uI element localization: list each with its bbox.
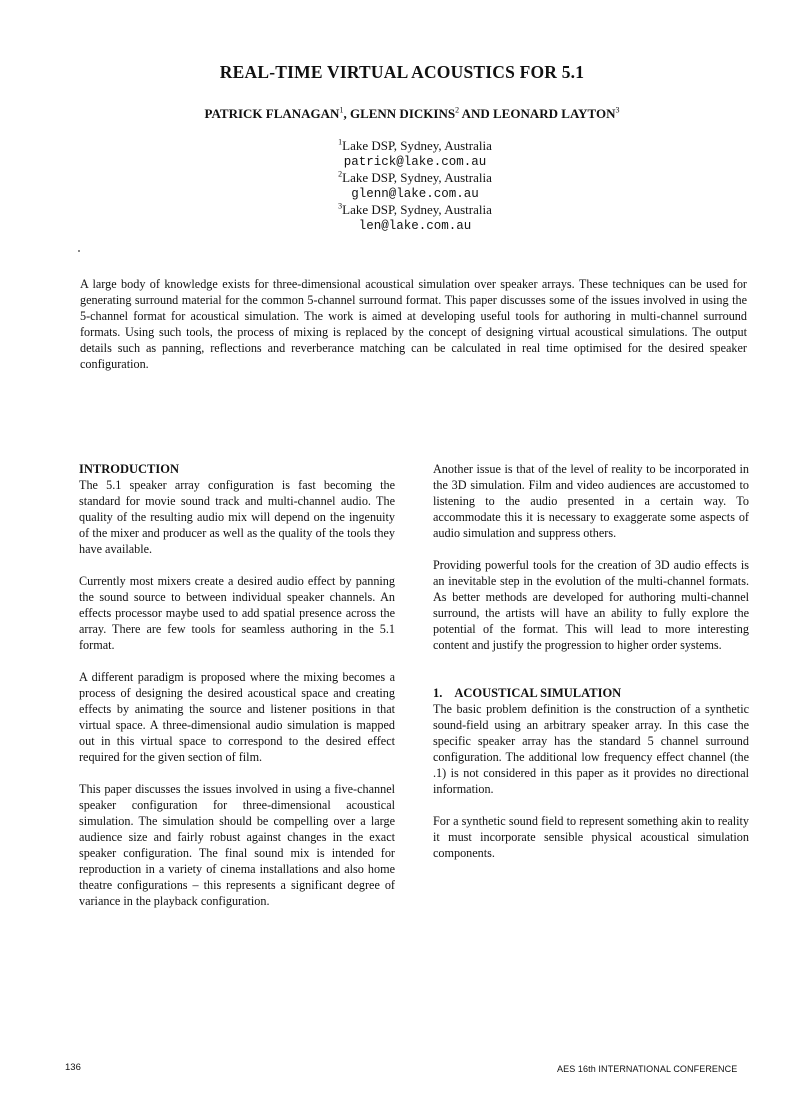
author-name: LEONARD LAYTON bbox=[493, 106, 616, 121]
paper-title: REAL-TIME VIRTUAL ACOUSTICS FOR 5.1 bbox=[219, 62, 585, 82]
abstract-text: A large body of knowledge exists for three-dimensional acoustical simulation over speaker arrays. These techniques can be used for generating surround material for the common 5-channel surround format. This paper discusses some of the issues involved in using the 5-channel format for acoustical simulation. The work is aimed at developing useful tools for authoring in multi-channel surround formats. Using such tools, the process of mixing is replaced by the concept of designing virtual acoustical simulations. The output details such as panning, reflections and reverberance matching can be calculated in real time optimised for the desired speaker configuration. bbox=[80, 277, 747, 371]
body-paragraph: Currently most mixers create a desired audio effect by panning the sound source to between individual speaker channels. An effects processor maybe used to add spatial presence across the array. There are few tools for seamless authoring in the 5.1 format. bbox=[79, 574, 395, 652]
body-paragraph: For a synthetic sound field to represent something akin to reality it must incorporate sensible physical acoustical simulation components. bbox=[433, 814, 749, 860]
author-name: GLENN DICKINS bbox=[349, 106, 456, 121]
body-paragraph: A different paradigm is proposed where the mixing becomes a process of designing the desired acoustical space and creating effects by animating the source and listener positions in that virtual space. A three-dimensional audio simulation is mapped out in this virtual space to correspond to the desired effect required for the given section of film. bbox=[79, 670, 395, 764]
affiliation-org: Lake DSP, Sydney, Australia bbox=[342, 202, 492, 217]
affiliation-line bbox=[0, 202, 804, 218]
author-list bbox=[0, 106, 804, 122]
affiliation-line bbox=[0, 170, 804, 186]
affiliation-superscript: 2 bbox=[338, 169, 343, 179]
author-superscript: 1 bbox=[339, 105, 344, 115]
left-column bbox=[79, 461, 395, 925]
author-email: patrick@lake.com.au bbox=[343, 155, 487, 169]
author-name: PATRICK FLANAGAN bbox=[204, 106, 340, 121]
body-paragraph: The 5.1 speaker array configuration is fast becoming the standard for movie sound track and multi-channel audio. The quality of the resulting audio mix will depend on the ingenuity of the mixer and producer as well as the quality of the tools they have available. bbox=[79, 478, 395, 556]
right-column bbox=[433, 461, 749, 877]
section-heading-acoustical-simulation bbox=[433, 685, 749, 701]
author-superscript: 3 bbox=[615, 105, 620, 115]
affiliation-line bbox=[0, 138, 804, 154]
affiliation-org: Lake DSP, Sydney, Australia bbox=[342, 138, 492, 153]
scan-speck bbox=[78, 250, 80, 252]
affiliation-superscript: 1 bbox=[338, 137, 343, 147]
author-email: len@lake.com.au bbox=[358, 219, 472, 233]
body-paragraph: Another issue is that of the level of reality to be incorporated in the 3D simulation. Film and video audiences are accustomed to listening to the audio presented in a certain way. To accommodate this it is necessary to exaggerate some aspects of audio simulation and suppress others. bbox=[433, 462, 749, 540]
affiliations bbox=[0, 138, 804, 234]
author-email: glenn@lake.com.au bbox=[351, 187, 479, 201]
section-heading-introduction: INTRODUCTION bbox=[79, 462, 180, 476]
body-paragraph: The basic problem definition is the construction of a synthetic sound-field using an arbitrary speaker array. In this case the specific speaker array has the standard 5 channel surround configuration. The additional low frequency effect channel (the .1) is not considered in this paper as it provides no directional information. bbox=[433, 702, 749, 796]
affiliation-superscript: 3 bbox=[338, 201, 343, 211]
author-separator: AND bbox=[459, 106, 494, 121]
page-number: 136 bbox=[65, 1062, 81, 1073]
section-title: ACOUSTICAL SIMULATION bbox=[454, 686, 622, 700]
affiliation-org: Lake DSP, Sydney, Australia bbox=[342, 170, 492, 185]
conference-footer: AES 16th INTERNATIONAL CONFERENCE bbox=[557, 1064, 738, 1074]
section-spacer bbox=[433, 669, 749, 685]
author-superscript: 2 bbox=[455, 105, 460, 115]
section-number: 1. bbox=[433, 686, 443, 700]
author-separator: , bbox=[343, 106, 350, 121]
body-paragraph: This paper discusses the issues involved in using a five-channel speaker configuration for three-dimensional acoustical simulation. The simulation should be compelling over a large audience size and fairly robust against changes in the exact speaker configuration. The final sound mix is intended for reproduction in a variety of cinema installations and also home theatre configurations – this represents a significant degree of variance in the playback configuration. bbox=[79, 782, 395, 908]
body-paragraph: Providing powerful tools for the creation of 3D audio effects is an inevitable step in the evolution of the multi-channel formats. As better methods are developed for authoring multi-channel surround, the artists will have an ability to fully explore the potential of the format. This will lead to more interesting content and justify the progression to higher order systems. bbox=[433, 558, 749, 652]
